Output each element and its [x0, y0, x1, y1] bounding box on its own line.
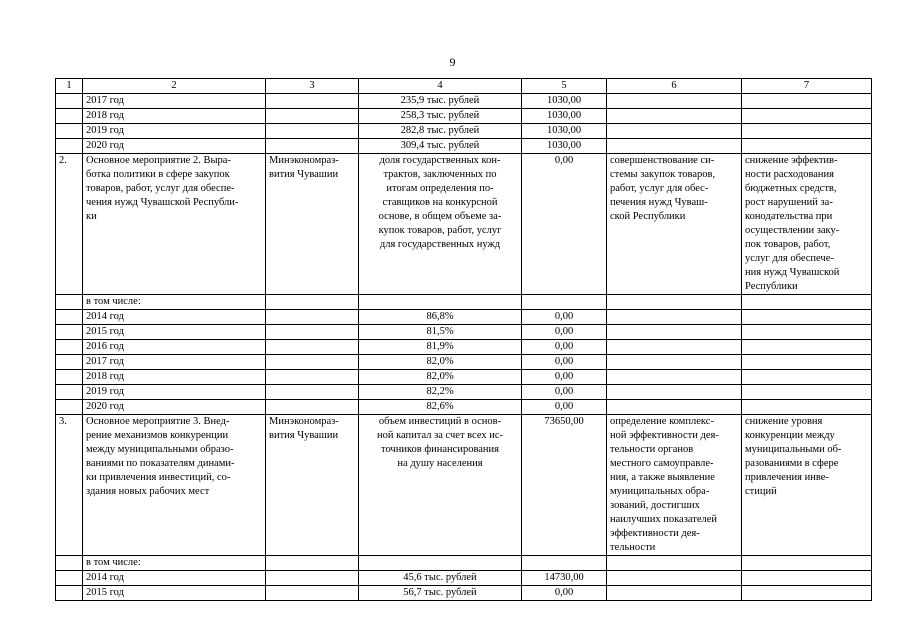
table-cell [56, 109, 83, 124]
table-cell [607, 124, 742, 139]
table-cell [56, 556, 83, 571]
table-cell [266, 310, 359, 325]
table-cell [607, 310, 742, 325]
table-cell [266, 370, 359, 385]
table-cell: Основное мероприятие 2. Выра- ботка политики в сфере закупок товаров, работ, услуг для обеспе- чения нужд Чувашской Республи- ки [83, 154, 266, 295]
table-cell: 82,0% [359, 370, 522, 385]
table-cell [359, 556, 522, 571]
table-cell [56, 400, 83, 415]
table-cell: 2016 год [83, 340, 266, 355]
header-cell: 6 [607, 79, 742, 94]
table-cell: 2. [56, 154, 83, 295]
table-cell: 0,00 [522, 310, 607, 325]
table-cell: Минэкономраз- вития Чувашии [266, 154, 359, 295]
table-row [56, 385, 872, 400]
table-cell [266, 400, 359, 415]
table-cell [607, 325, 742, 340]
table-cell: 0,00 [522, 325, 607, 340]
table-cell [56, 94, 83, 109]
table-cell: 86,8% [359, 310, 522, 325]
table-cell: в том числе: [83, 556, 266, 571]
table-cell [742, 139, 872, 154]
table-cell: 2017 год [83, 355, 266, 370]
table-cell [266, 325, 359, 340]
table-cell: снижение эффектив- ности расходования бюджетных средств, рост нарушений за- конодательства при осуществлении заку- пок товаров, работ, услуг для обеспече- ния нужд Чувашской Республики [742, 154, 872, 295]
table-cell [56, 310, 83, 325]
table-row [56, 556, 872, 571]
table-row [56, 340, 872, 355]
table-cell [607, 556, 742, 571]
table-row [56, 310, 872, 325]
table-cell: 0,00 [522, 385, 607, 400]
measures-table [55, 78, 872, 601]
table-cell [266, 571, 359, 586]
table-cell [742, 400, 872, 415]
table-cell: 82,2% [359, 385, 522, 400]
table-cell: 0,00 [522, 586, 607, 601]
table-cell: 56,7 тыс. рублей [359, 586, 522, 601]
header-cell: 7 [742, 79, 872, 94]
table-cell [56, 325, 83, 340]
table-cell: 1030,00 [522, 94, 607, 109]
table-cell [742, 370, 872, 385]
table-cell: 2018 год [83, 109, 266, 124]
table-cell [742, 109, 872, 124]
table-row [56, 325, 872, 340]
table-cell: 0,00 [522, 370, 607, 385]
table-cell [266, 586, 359, 601]
table-cell: доля государственных кон- трактов, заключенных по итогам определения по- ставщиков на конкурсной основе, в общем объеме за- купок товаров, работ, услуг для государственных нужд [359, 154, 522, 295]
table-cell [607, 295, 742, 310]
table-cell: 0,00 [522, 355, 607, 370]
header-cell: 3 [266, 79, 359, 94]
table-cell: 2019 год [83, 124, 266, 139]
table-cell: 2017 год [83, 94, 266, 109]
table-cell: 282,8 тыс. рублей [359, 124, 522, 139]
table-cell [56, 385, 83, 400]
table-cell: 2019 год [83, 385, 266, 400]
table-cell: 81,9% [359, 340, 522, 355]
table-cell [742, 310, 872, 325]
table-cell [56, 295, 83, 310]
table-cell [56, 586, 83, 601]
table-cell [266, 340, 359, 355]
table-cell [607, 586, 742, 601]
table-cell [742, 325, 872, 340]
table-cell: 82,0% [359, 355, 522, 370]
table-row [56, 586, 872, 601]
table-cell: 3. [56, 415, 83, 556]
table-row [56, 295, 872, 310]
header-cell: 2 [83, 79, 266, 94]
table-cell: Минэкономраз- вития Чувашии [266, 415, 359, 556]
table-cell [266, 94, 359, 109]
table-cell [742, 340, 872, 355]
page-number: 9 [449, 55, 456, 69]
table-cell [607, 340, 742, 355]
table-cell [522, 295, 607, 310]
table-cell [56, 340, 83, 355]
table-cell: 73650,00 [522, 415, 607, 556]
table-row [56, 154, 872, 295]
table-cell: 2015 год [83, 325, 266, 340]
table-cell [742, 355, 872, 370]
table-row [56, 400, 872, 415]
table-cell [607, 109, 742, 124]
table-cell [607, 94, 742, 109]
table-row [56, 415, 872, 556]
table-cell: 309,4 тыс. рублей [359, 139, 522, 154]
table-cell: 0,00 [522, 340, 607, 355]
table-row [56, 355, 872, 370]
table-cell: 235,9 тыс. рублей [359, 94, 522, 109]
table-cell [607, 571, 742, 586]
table-cell [742, 295, 872, 310]
table-cell: 0,00 [522, 400, 607, 415]
header-cell: 4 [359, 79, 522, 94]
table-row [56, 139, 872, 154]
table-cell [742, 586, 872, 601]
table-cell [56, 139, 83, 154]
table-cell [56, 571, 83, 586]
table-cell [56, 355, 83, 370]
table-cell [266, 556, 359, 571]
table-cell [266, 109, 359, 124]
table-cell [607, 355, 742, 370]
table-cell: 2014 год [83, 310, 266, 325]
table-cell [266, 355, 359, 370]
table-cell: 45,6 тыс. рублей [359, 571, 522, 586]
table-cell: 258,3 тыс. рублей [359, 109, 522, 124]
table-cell: в том числе: [83, 295, 266, 310]
table-cell [266, 385, 359, 400]
table-cell [56, 370, 83, 385]
table-cell: 2015 год [83, 586, 266, 601]
table-cell: 2018 год [83, 370, 266, 385]
table-cell: 0,00 [522, 154, 607, 295]
table-row [56, 370, 872, 385]
table-row [56, 94, 872, 109]
table-cell [607, 139, 742, 154]
table-cell [742, 385, 872, 400]
table-cell [742, 94, 872, 109]
table-cell [266, 139, 359, 154]
table-cell [742, 124, 872, 139]
table-cell: определение комплекс- ной эффективности дея- тельности органов местного самоуправле- ния, а также выявление муниципальных обра- зований, достигших наилучших показателей эффективности дея- тельности [607, 415, 742, 556]
table-cell: объем инвестиций в основ- ной капитал за счет всех ис- точников финансирования на душу населения [359, 415, 522, 556]
table-cell [607, 385, 742, 400]
table-cell [607, 400, 742, 415]
table-cell [742, 556, 872, 571]
table-cell: 1030,00 [522, 109, 607, 124]
table-cell [742, 571, 872, 586]
table-cell: 1030,00 [522, 124, 607, 139]
table-cell: 81,5% [359, 325, 522, 340]
table-cell: 82,6% [359, 400, 522, 415]
table-cell: 2020 год [83, 400, 266, 415]
table-row [56, 571, 872, 586]
table-cell: Основное мероприятие 3. Внед- рение механизмов конкуренции между муниципальными образо- ваниями по показателям динами- ки привлечения инвестиций, со- здания новых рабочих мест [83, 415, 266, 556]
table-cell [522, 556, 607, 571]
header-cell: 1 [56, 79, 83, 94]
table-cell: 2014 год [83, 571, 266, 586]
table-cell [266, 295, 359, 310]
table-row [56, 124, 872, 139]
table-cell [359, 295, 522, 310]
table-cell [56, 124, 83, 139]
table-cell: 14730,00 [522, 571, 607, 586]
table-cell: 1030,00 [522, 139, 607, 154]
table-cell [607, 370, 742, 385]
table-cell: 2020 год [83, 139, 266, 154]
table-row [56, 109, 872, 124]
table-cell [266, 124, 359, 139]
table-cell: совершенствование си- стемы закупок товаров, работ, услуг для обес- печения нужд Чуваш- ской Республики [607, 154, 742, 295]
header-cell: 5 [522, 79, 607, 94]
table-cell: снижение уровня конкуренции между муниципальными об- разованиями в сфере привлечения инве- стиций [742, 415, 872, 556]
header-row [56, 79, 872, 94]
